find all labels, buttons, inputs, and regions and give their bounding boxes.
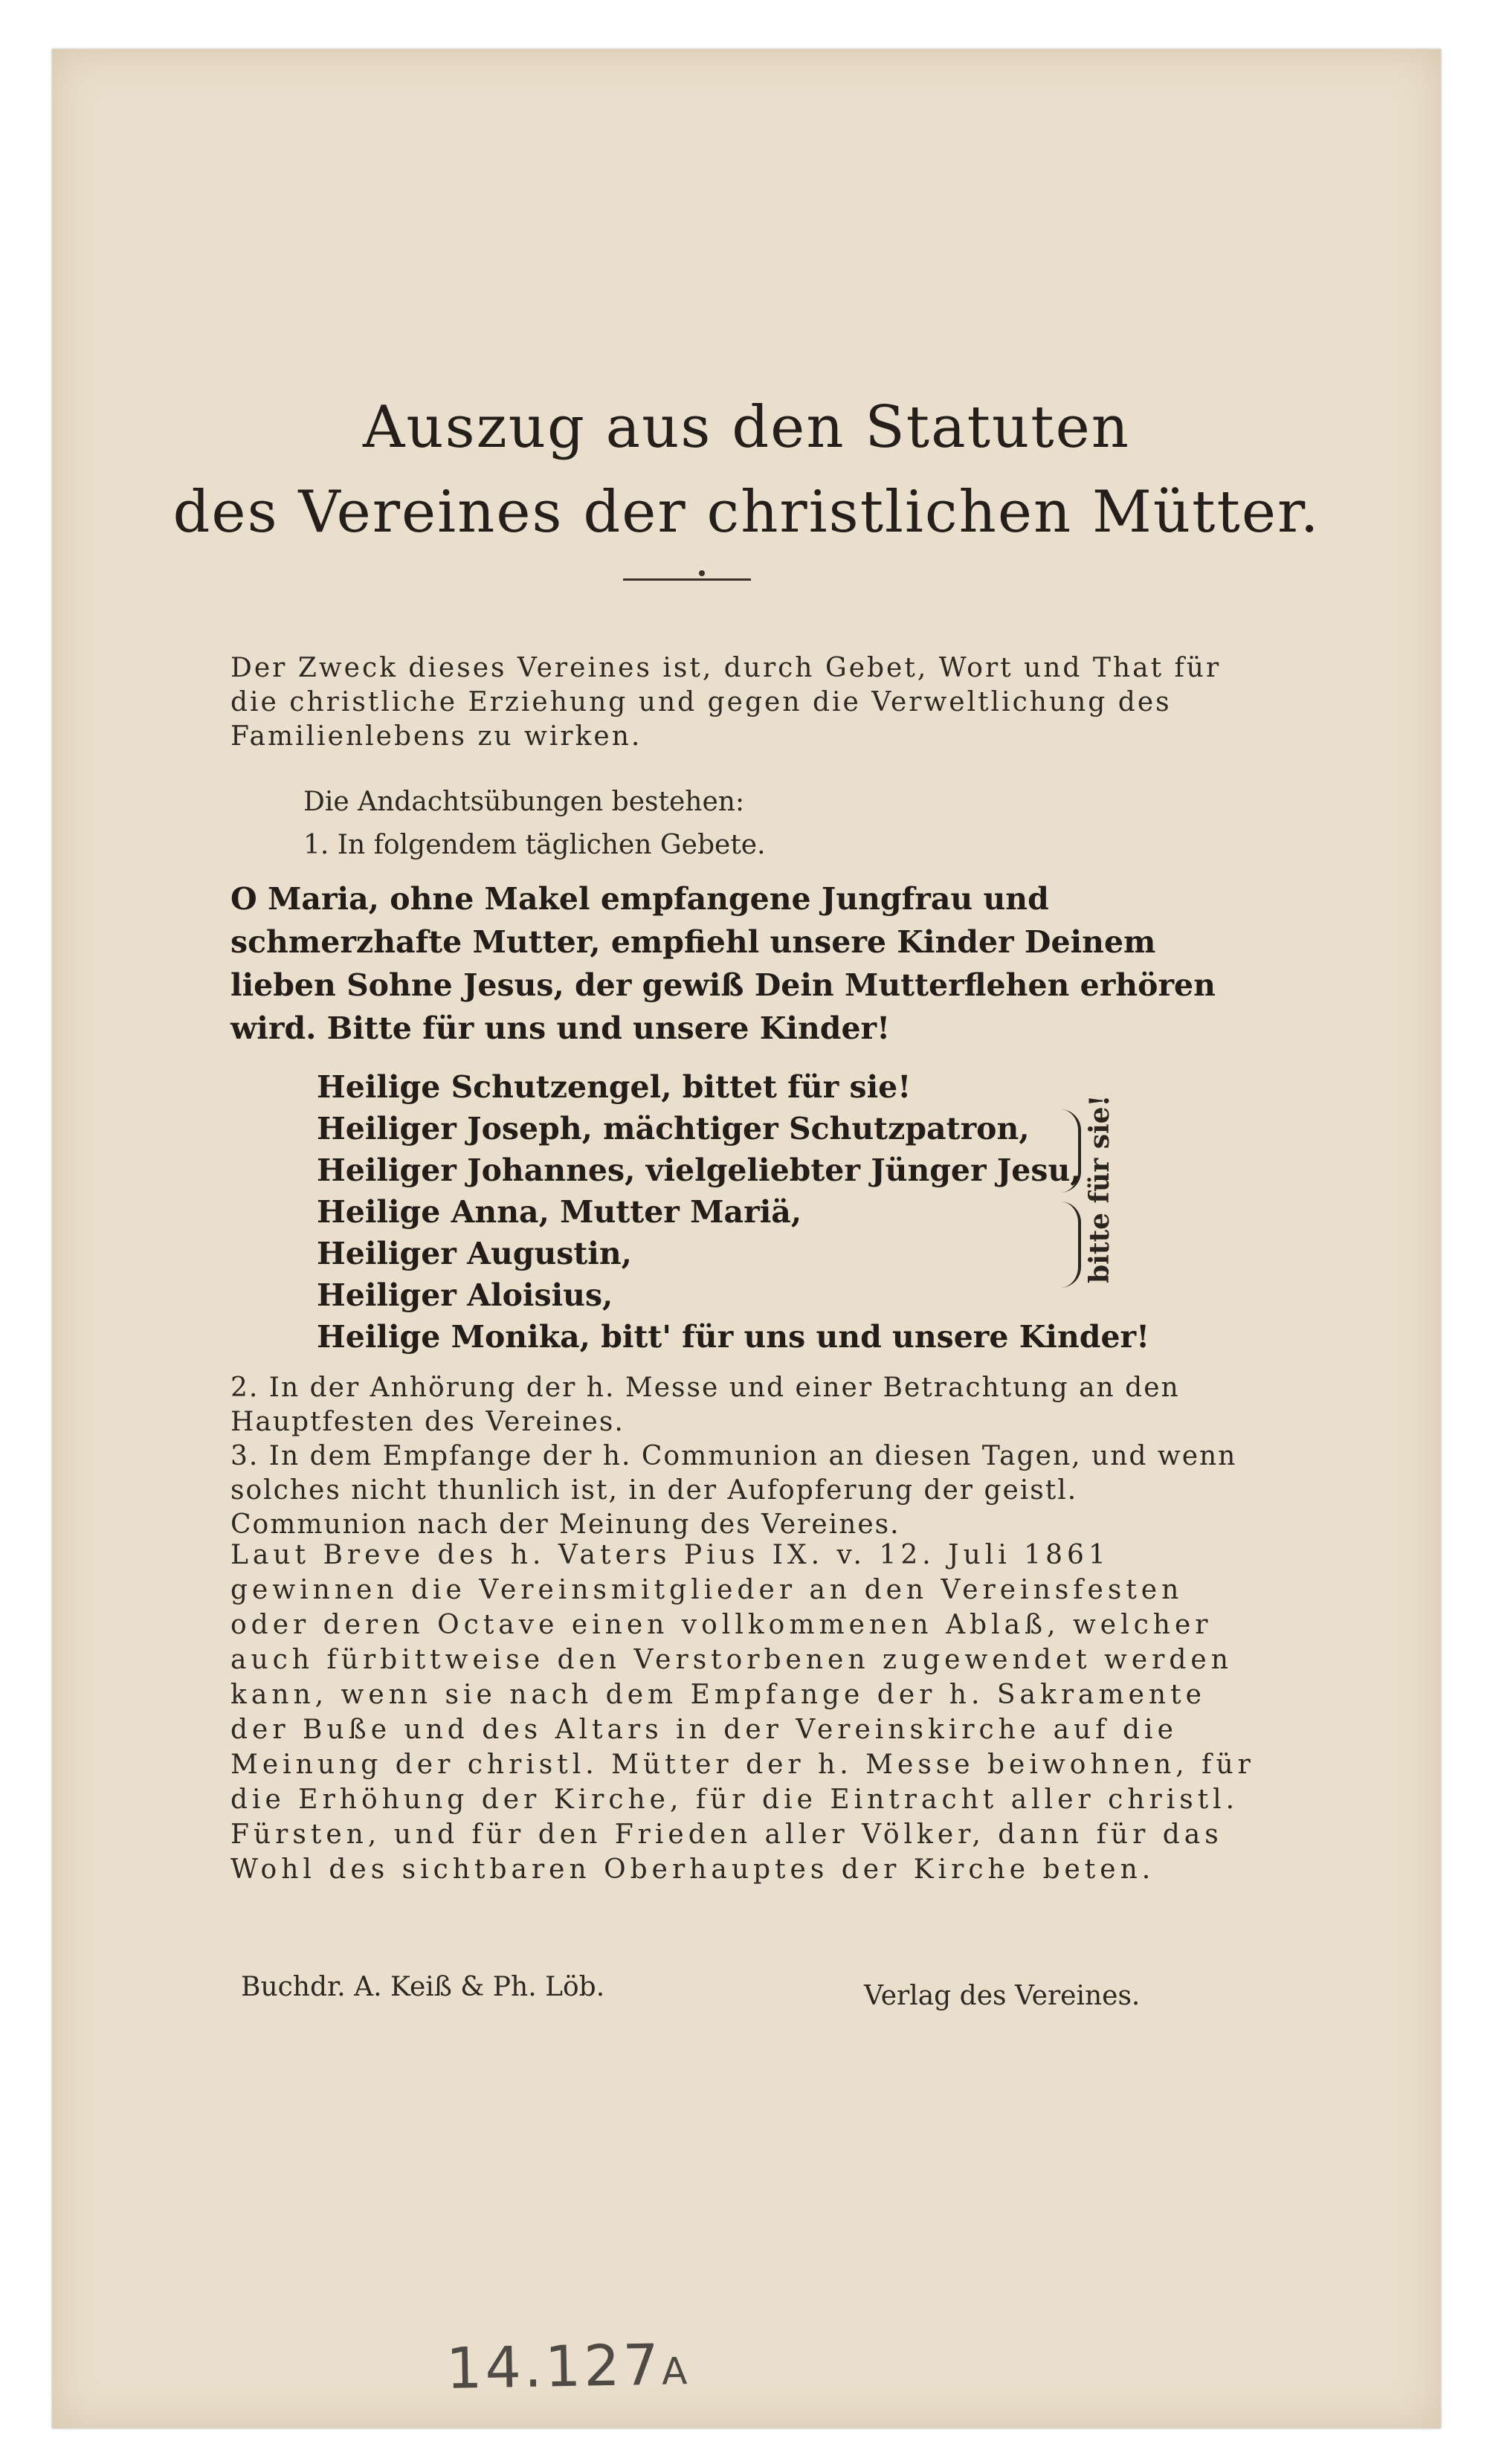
intro-paragraph: Der Zweck dieses Vereines ist, durch Gebet, Wort und That für die christliche Erziehung und gegen die Verweltlichung des Familienlebens zu wirken.	[230, 653, 1222, 752]
inventory-number: 14.127	[445, 2331, 662, 2402]
document-title-line-2: des Vereines der christlichen Mütter.	[172, 479, 1320, 546]
litany-line: Heilige Schutzengel, bittet für sie!	[317, 1069, 912, 1105]
devotion-item-2: 2. In der Anhörung der h. Messe und einer Betrachtung an den Hauptfesten des Vereines.	[230, 1373, 1180, 1437]
devotions-heading: Die Andachtsübungen bestehen:	[303, 787, 745, 817]
document-page	[52, 49, 1441, 2428]
litany-line: Heiliger Johannes, vielgeliebter Jünger Jesu,	[317, 1152, 1081, 1188]
inventory-suffix: A	[661, 2349, 691, 2393]
devotion-item-3: 3. In dem Empfange der h. Communion an diesen Tagen, und wenn solches nicht thunlich ist, in der Aufopferung der geistl. Communion nach der Meinung des Vereines.	[230, 1441, 1237, 1540]
title-divider	[623, 578, 751, 581]
indulgence-paragraph: Laut Breve des h. Vaters Pius IX. v. 12. Juli 1861 gewinnen die Vereinsmitglieder an den Vereinsfesten oder deren Octave einen vollkommenen Ablaß, welcher auch fürbittweise den Verstorbenen zugewendet werden kann, wenn sie nach dem Empfange der h. Sakramente der Buße und des Altars in der Vereinskirche auf die Meinung der christl. Mütter der h. Messe beiwohnen, für die Erhöhung der Kirche, für die Eintracht aller christl. Fürsten, und für den Frieden aller Völker, dann für das Wohl des sichtbaren Oberhauptes der Kirche beten.	[230, 1540, 1255, 1885]
litany-line: Heilige Monika, bitt' für uns und unsere Kinder!	[317, 1319, 1150, 1355]
litany-brace-top	[1060, 1109, 1081, 1193]
litany-line: Heiliger Augustin,	[317, 1236, 632, 1271]
litany-line: Heiliger Joseph, mächtiger Schutzpatron,	[317, 1111, 1030, 1146]
prayer-text: O Maria, ohne Makel empfangene Jungfrau und schmerzhafte Mutter, empfiehl unsere Kinder Deinem lieben Sohne Jesus, der gewiß Dein Mutterflehen erhören wird. Bitte für uns und unsere Kinder!	[230, 881, 1216, 1046]
litany-line: Heilige Anna, Mutter Mariä,	[317, 1194, 802, 1230]
printer-imprint: Buchdr. A. Keiß & Ph. Löb.	[241, 1972, 605, 2002]
page-content	[52, 49, 1441, 2428]
handwritten-inventory-number	[445, 2331, 691, 2402]
devotion-item-1: 1. In folgendem täglichen Gebete.	[303, 830, 766, 860]
title-divider-dot	[699, 570, 705, 576]
document-title-line-1: Auszug aus den Statuten	[363, 394, 1130, 461]
publisher-imprint: Verlag des Vereines.	[864, 1981, 1141, 2011]
litany-brace-bottom	[1060, 1202, 1081, 1288]
litany-line: Heiliger Aloisius,	[317, 1277, 613, 1313]
litany-bracket-label: bitte für sie!	[1084, 1094, 1115, 1283]
